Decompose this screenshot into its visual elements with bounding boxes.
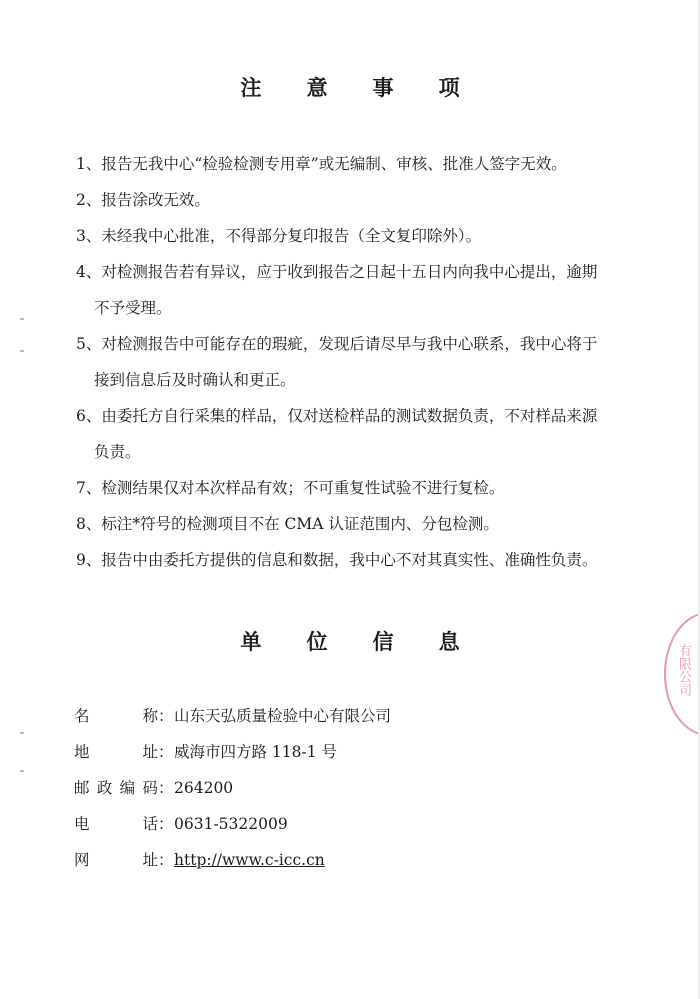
info-label: 网 址 bbox=[74, 851, 158, 869]
info-value: 山东天弘质量检验中心有限公司 bbox=[174, 707, 392, 725]
info-label: 电 话 bbox=[74, 815, 158, 833]
notice-item: 9、报告中由委托方提供的信息和数据，我中心不对其真实性、准确性负责。 bbox=[76, 551, 598, 569]
notice-item: 2、报告涂改无效。 bbox=[76, 191, 210, 209]
info-row-name: 名 称：山东天弘质量检验中心有限公司 bbox=[74, 704, 391, 728]
info-title: 单 位 信 息 bbox=[240, 630, 479, 654]
notice-item: 3、未经我中心批准，不得部分复印报告（全文复印除外）。 bbox=[76, 227, 482, 245]
notice-item: 8、标注*符号的检测项目不在 CMA 认证范围内、分包检测。 bbox=[76, 515, 499, 533]
info-value: 0631-5322009 bbox=[174, 815, 288, 833]
notice-item: 6、由委托方自行采集的样品，仅对送检样品的测试数据负责，不对样品来源 负责。 bbox=[76, 407, 598, 461]
notice-item: 4、对检测报告若有异议，应于收到报告之日起十五日内向我中心提出，逾期 不予受理。 bbox=[76, 263, 598, 317]
website-link[interactable]: http://www.c-icc.cn bbox=[174, 851, 325, 869]
info-value: 264200 bbox=[174, 779, 234, 797]
info-label: 地 址 bbox=[74, 743, 158, 761]
scan-mark bbox=[20, 318, 24, 320]
info-label: 名 称 bbox=[74, 707, 158, 725]
info-row-website: 网 址：http://www.c-icc.cn bbox=[74, 848, 325, 872]
scan-mark bbox=[20, 770, 24, 772]
red-seal-stamp: 有限公司 bbox=[664, 612, 700, 736]
scan-mark bbox=[20, 350, 24, 352]
info-row-phone: 电 话：0631-5322009 bbox=[74, 812, 288, 836]
notice-title: 注 意 事 项 bbox=[240, 76, 479, 100]
info-value: 威海市四方路 118-1 号 bbox=[174, 743, 338, 761]
info-row-postcode: 邮政编码：264200 bbox=[74, 776, 233, 800]
notice-item: 1、报告无我中心“检验检测专用章”或无编制、审核、批准人签字无效。 bbox=[76, 155, 567, 173]
scan-mark bbox=[20, 732, 24, 734]
notice-item: 5、对检测报告中可能存在的瑕疵，发现后请尽早与我中心联系，我中心将于 接到信息后及时确认和更正。 bbox=[76, 335, 598, 389]
info-row-address: 地 址：威海市四方路 118-1 号 bbox=[74, 740, 337, 764]
info-label: 邮政编码 bbox=[74, 779, 158, 797]
notice-item: 7、检测结果仅对本次样品有效；不可重复性试验不进行复检。 bbox=[76, 479, 505, 497]
